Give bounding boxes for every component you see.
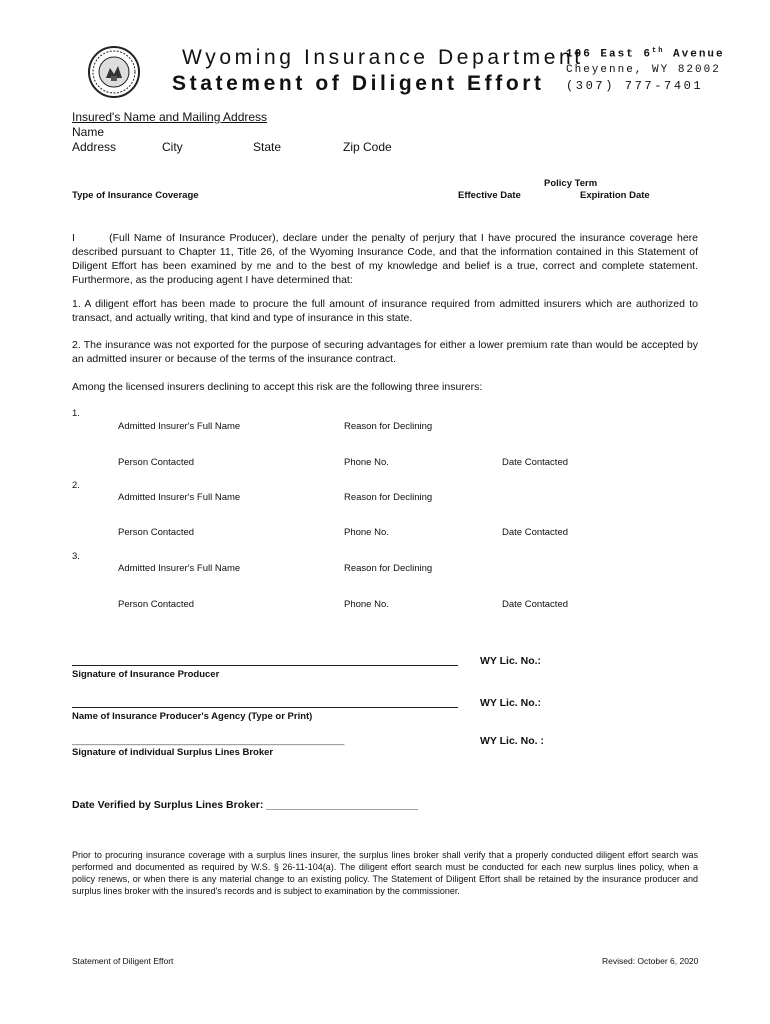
insurer-2-person-label: Person Contacted xyxy=(118,527,195,538)
broker-signature-line[interactable]: __________________________________________________________ xyxy=(72,735,344,746)
wy-lic-no-1: WY Lic. No.: xyxy=(480,655,542,667)
insurer-1-phone-label: Phone No. xyxy=(344,457,389,468)
insurer-2-phone-label: Phone No. xyxy=(344,527,389,538)
policy-term-label: Policy Term xyxy=(544,178,598,189)
producer-signature-line[interactable] xyxy=(72,665,458,666)
insurer-3-number: 3. xyxy=(72,551,80,562)
agency-name-label: Name of Insurance Producer's Agency (Type or Print) xyxy=(72,711,313,722)
address-city: Cheyenne, WY 82002 xyxy=(566,64,721,76)
wy-lic-no-3: WY Lic. No. : xyxy=(480,735,544,747)
agency-name-line[interactable] xyxy=(72,707,458,708)
address-street: 106 East 6th Avenue xyxy=(566,47,725,61)
insurer-3-person-label: Person Contacted xyxy=(118,599,195,610)
document-title-line2: Statement of Diligent Effort xyxy=(172,72,545,95)
insured-heading: Insured's Name and Mailing Address xyxy=(72,110,268,124)
declaration-item-2: 2. The insurance was not exported for the purpose of securing advantages for either a lower premium rate than would be accepted by an admitted insurer or because of the terms of the insurance contract. xyxy=(72,339,698,365)
insurer-2-reason-label: Reason for Declining xyxy=(344,492,433,503)
insurer-1-person-label: Person Contacted xyxy=(118,457,195,468)
coverage-type-label: Type of Insurance Coverage xyxy=(72,190,199,201)
insurers-intro: Among the licensed insurers declining to accept this risk are the following three insurers: xyxy=(72,381,483,393)
state-seal-logo xyxy=(88,46,140,98)
date-verified-field[interactable]: Date Verified by Surplus Lines Broker: __________________________ xyxy=(72,799,419,811)
declaration-paragraph: I (Full Name of Insurance Producer), declare under the penalty of perjury that I have procured the insurance coverage here described pursuant to Chapter 11, Title 26, of the Wyoming Insurance Code, and that the information contained in this Statement of Diligent Effort has been examined by me and to the best of my knowledge and belief is a true, correct and complete statement. Furthermore, as the producing agent I have determined that: xyxy=(72,232,701,286)
insurer-3-date-label: Date Contacted xyxy=(502,599,569,610)
insurer-3-phone-label: Phone No. xyxy=(344,599,389,610)
wy-lic-no-2: WY Lic. No.: xyxy=(480,697,542,709)
broker-signature-label: Signature of individual Surplus Lines Broker xyxy=(72,747,274,758)
effective-date-label: Effective Date xyxy=(458,190,521,201)
expiration-date-label: Expiration Date xyxy=(580,190,650,201)
insurer-3-reason-label: Reason for Declining xyxy=(344,563,433,574)
insurer-2-number: 2. xyxy=(72,480,80,491)
state-label: State xyxy=(253,140,282,154)
declaration-item-1: 1. A diligent effort has been made to procure the full amount of insurance required from admitted insurers which are authorized to transact, and actually writing, that kind and type of insurance in this state. xyxy=(72,298,698,324)
footer-title: Statement of Diligent Effort xyxy=(72,956,174,966)
insurer-3-fullname-label: Admitted Insurer's Full Name xyxy=(118,563,241,574)
address-label: Address xyxy=(72,140,117,154)
insurer-2-date-label: Date Contacted xyxy=(502,527,569,538)
producer-signature-label: Signature of Insurance Producer xyxy=(72,669,220,680)
insurer-1-number: 1. xyxy=(72,408,80,419)
footer-revised: Revised: October 6, 2020 xyxy=(602,956,699,966)
name-label: Name xyxy=(72,125,105,139)
insurer-1-fullname-label: Admitted Insurer's Full Name xyxy=(118,421,241,432)
broker-notice: Prior to procuring insurance coverage with a surplus lines insurer, the surplus lines broker shall verify that a properly conducted diligent effort search was performed and documented as required by W.S. § 26-11-104(a). The diligent effort search must be conducted for each new surplus lines policy, when a policy renews, or when there is any material change to an existing policy. The Statement of Diligent Effort shall be retained by the insurance producer and surplus lines broker with the insured's records and is subject to examination by the commissioner. xyxy=(72,850,698,896)
insurer-1-reason-label: Reason for Declining xyxy=(344,421,433,432)
phone-number: (307) 777-7401 xyxy=(566,79,704,93)
zip-label: Zip Code xyxy=(343,140,392,154)
insurer-2-fullname-label: Admitted Insurer's Full Name xyxy=(118,492,241,503)
document-title-line1: Wyoming Insurance Department xyxy=(182,46,584,69)
insurer-1-date-label: Date Contacted xyxy=(502,457,569,468)
city-label: City xyxy=(162,140,183,154)
